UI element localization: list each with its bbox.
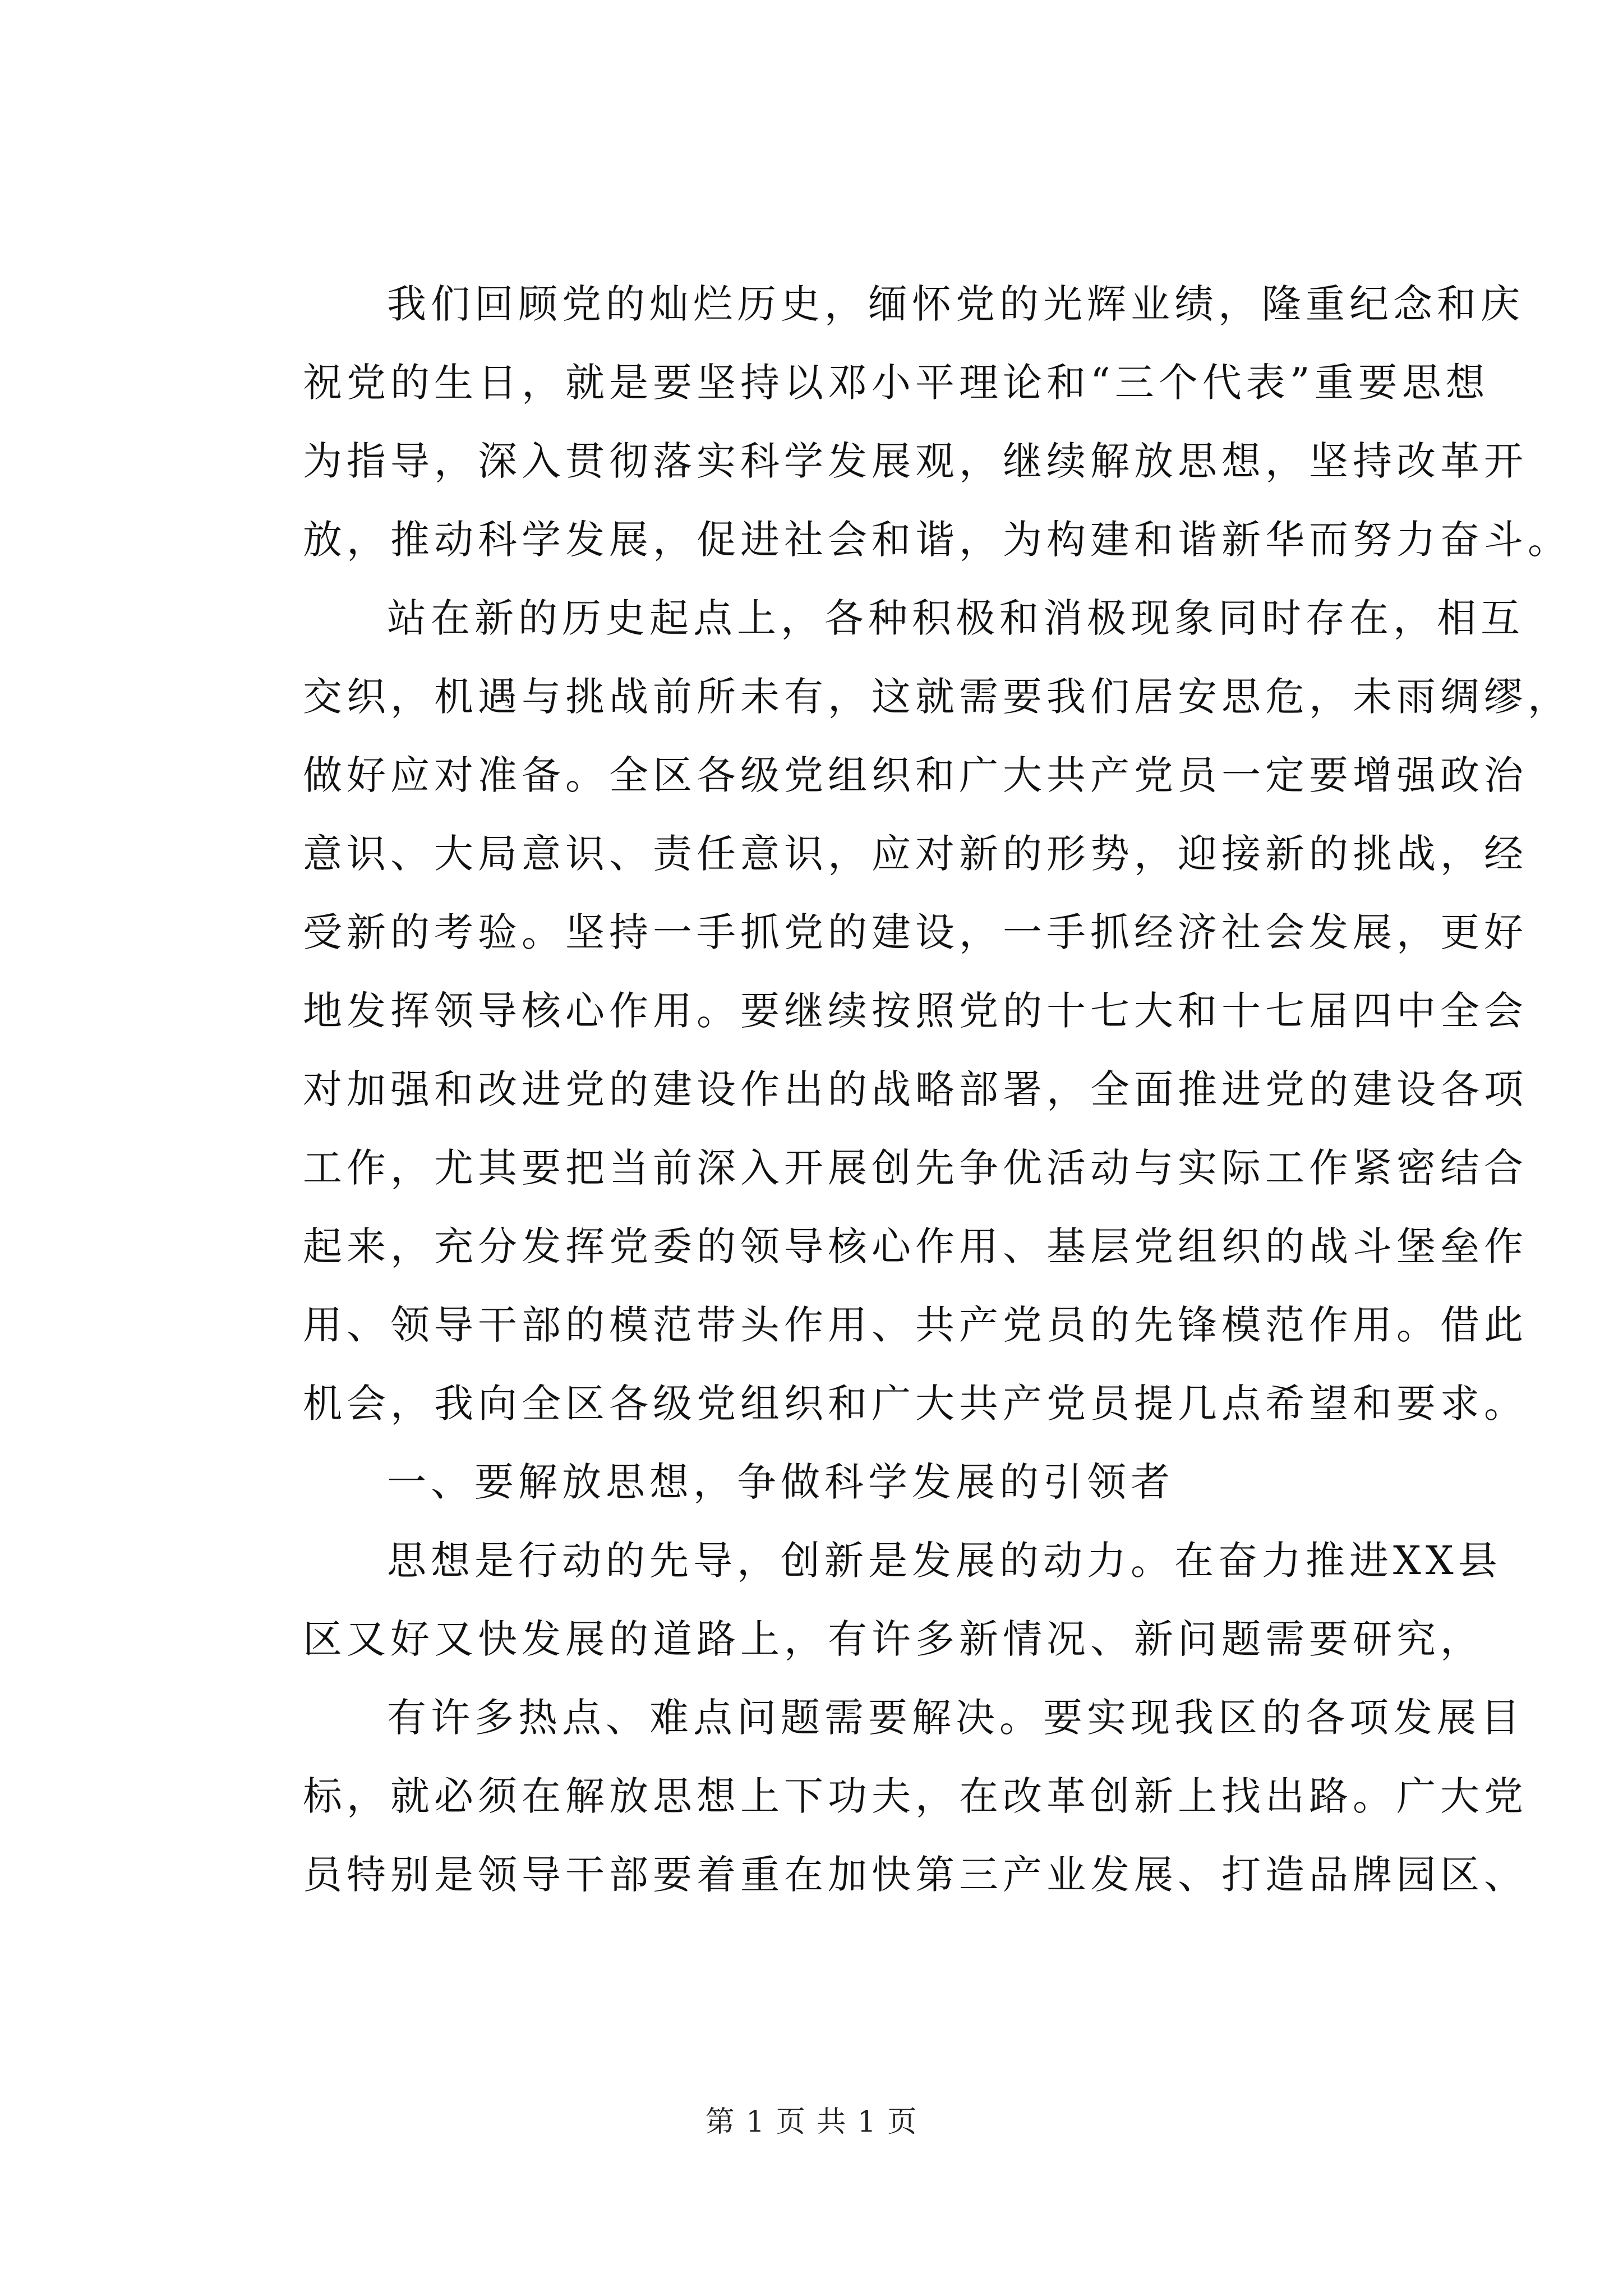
text-line: 有许多热点、难点问题需要解决。要实现我区的各项发展目 bbox=[387, 1695, 1524, 1741]
section-heading: 一、要解放思想，争做科学发展的引领者 bbox=[387, 1459, 1174, 1505]
text-line: 交织，机遇与挑战前所未有，这就需要我们居安思危，未雨绸缪， bbox=[303, 674, 1571, 720]
text-line: 思想是行动的先导，创新是发展的动力。在奋力推进XX县 bbox=[387, 1538, 1502, 1584]
text-line: 区又好又快发展的道路上，有许多新情况、新问题需要研究， bbox=[303, 1616, 1484, 1662]
text-line: 做好应对准备。全区各级党组织和广大共产党员一定要增强政治 bbox=[303, 752, 1528, 798]
text-line: 标，就必须在解放思想上下功夫，在改革创新上找出路。广大党 bbox=[303, 1773, 1528, 1819]
text-line: 机会，我向全区各级党组织和广大共产党员提几点希望和要求。 bbox=[303, 1381, 1528, 1427]
text-line: 为指导，深入贯彻落实科学发展观，继续解放思想，坚持改革开 bbox=[303, 438, 1528, 484]
text-line: 工作，尤其要把当前深入开展创先争优活动与实际工作紧密结合 bbox=[303, 1145, 1528, 1191]
text-line: 意识、大局意识、责任意识，应对新的形势，迎接新的挑战，经 bbox=[303, 831, 1528, 877]
text-line: 对加强和改进党的建设作出的战略部署，全面推进党的建设各项 bbox=[303, 1066, 1528, 1112]
text-line: 祝党的生日，就是要坚持以邓小平理论和“三个代表”重要思想 bbox=[303, 360, 1490, 406]
body-text bbox=[303, 265, 1571, 1914]
text-line: 用、领导干部的模范带头作用、共产党员的先锋模范作用。借此 bbox=[303, 1302, 1528, 1348]
text-line: 员特别是领导干部要着重在加快第三产业发展、打造品牌园区、 bbox=[303, 1852, 1528, 1898]
page-number-footer: 第 1 页 共 1 页 bbox=[705, 2105, 918, 2139]
text-line: 我们回顾党的灿烂历史，缅怀党的光辉业绩，隆重纪念和庆 bbox=[387, 281, 1524, 327]
text-line: 放，推动科学发展，促进社会和谐，为构建和谐新华而努力奋斗。 bbox=[303, 517, 1571, 563]
text-line: 站在新的历史起点上，各种积极和消极现象同时存在，相互 bbox=[387, 595, 1524, 641]
text-line: 受新的考验。坚持一手抓党的建设，一手抓经济社会发展，更好 bbox=[303, 909, 1528, 955]
text-line: 地发挥领导核心作用。要继续按照党的十七大和十七届四中全会 bbox=[303, 988, 1528, 1034]
text-line: 起来，充分发挥党委的领导核心作用、基层党组织的战斗堡垒作 bbox=[303, 1223, 1528, 1269]
